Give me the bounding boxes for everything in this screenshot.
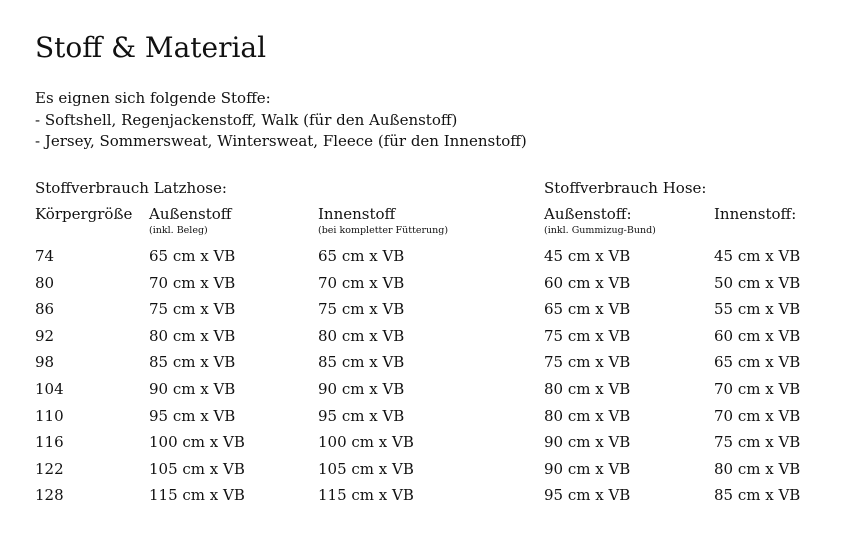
cell-hose-outer: 90 cm x VB bbox=[544, 433, 631, 452]
cell-size: 92 bbox=[35, 326, 55, 345]
cell-size: 122 bbox=[35, 459, 64, 478]
cell-latzhose-inner: 70 cm x VB bbox=[318, 273, 405, 292]
intro-line: Es eignen sich folgende Stoffe: bbox=[35, 89, 271, 107]
cell-hose-inner: 45 cm x VB bbox=[714, 247, 801, 265]
cell-hose-inner: 75 cm x VB bbox=[714, 433, 801, 452]
cell-hose-inner: 70 cm x VB bbox=[714, 380, 801, 398]
cell-latzhose-inner: 85 cm x VB bbox=[318, 353, 405, 372]
cell-size: 116 bbox=[35, 433, 64, 452]
cell-latzhose-outer: 75 cm x VB bbox=[149, 300, 236, 319]
cell-size: 98 bbox=[35, 353, 55, 372]
cell-size: 80 bbox=[35, 273, 55, 292]
cell-latzhose-outer: 95 cm x VB bbox=[149, 406, 236, 425]
header-latzhose-outer-note: (inkl. Beleg) bbox=[149, 225, 208, 236]
intro-text bbox=[35, 88, 527, 153]
header-hose-outer-note: (inkl. Gummizug-Bund) bbox=[544, 225, 656, 236]
cell-hose-inner: 50 cm x VB bbox=[714, 273, 801, 292]
cell-latzhose-outer: 70 cm x VB bbox=[149, 273, 236, 292]
cell-hose-inner: 55 cm x VB bbox=[714, 300, 801, 319]
page-title: Stoff & Material bbox=[35, 31, 267, 64]
latzhose-section-label: Stoffverbrauch Latzhose: bbox=[35, 179, 227, 197]
cell-latzhose-outer: 90 cm x VB bbox=[149, 380, 236, 398]
cell-hose-outer: 75 cm x VB bbox=[544, 353, 631, 372]
header-hose-outer: Außenstoff: bbox=[544, 205, 632, 223]
cell-hose-inner: 85 cm x VB bbox=[714, 486, 801, 505]
cell-hose-outer: 45 cm x VB bbox=[544, 247, 631, 265]
cell-latzhose-outer: 100 cm x VB bbox=[149, 433, 245, 452]
cell-latzhose-inner: 105 cm x VB bbox=[318, 459, 414, 478]
cell-latzhose-inner: 95 cm x VB bbox=[318, 406, 405, 425]
cell-size: 104 bbox=[35, 380, 64, 398]
cell-latzhose-outer: 80 cm x VB bbox=[149, 326, 236, 345]
cell-latzhose-outer: 115 cm x VB bbox=[149, 486, 245, 505]
cell-hose-outer: 80 cm x VB bbox=[544, 406, 631, 425]
cell-hose-outer: 80 cm x VB bbox=[544, 380, 631, 398]
cell-latzhose-outer: 105 cm x VB bbox=[149, 459, 245, 478]
cell-size: 74 bbox=[35, 247, 55, 265]
header-hose-inner: Innenstoff: bbox=[714, 205, 797, 223]
cell-latzhose-inner: 90 cm x VB bbox=[318, 380, 405, 398]
header-latzhose-inner: Innenstoff bbox=[318, 205, 396, 223]
hose-section-label: Stoffverbrauch Hose: bbox=[544, 179, 707, 197]
header-size: Körpergröße bbox=[35, 205, 133, 223]
cell-hose-outer: 65 cm x VB bbox=[544, 300, 631, 319]
cell-hose-inner: 65 cm x VB bbox=[714, 353, 801, 372]
cell-hose-outer: 75 cm x VB bbox=[544, 326, 631, 345]
cell-latzhose-inner: 75 cm x VB bbox=[318, 300, 405, 319]
header-latzhose-inner-note: (bei kompletter Fütterung) bbox=[318, 225, 449, 236]
cell-hose-outer: 90 cm x VB bbox=[544, 459, 631, 478]
cell-size: 86 bbox=[35, 300, 55, 319]
cell-latzhose-inner: 80 cm x VB bbox=[318, 326, 405, 345]
cell-latzhose-outer: 85 cm x VB bbox=[149, 353, 236, 372]
intro-line: - Jersey, Sommersweat, Wintersweat, Fleece (für den Innenstoff) bbox=[35, 132, 527, 150]
intro-line: - Softshell, Regenjackenstoff, Walk (für den Außenstoff) bbox=[35, 110, 458, 129]
cell-hose-inner: 70 cm x VB bbox=[714, 406, 801, 425]
header-latzhose-outer: Außenstoff bbox=[149, 205, 232, 223]
cell-size: 110 bbox=[35, 406, 64, 425]
cell-hose-outer: 95 cm x VB bbox=[544, 486, 631, 505]
cell-size: 128 bbox=[35, 486, 64, 505]
cell-latzhose-inner: 65 cm x VB bbox=[318, 247, 405, 265]
cell-hose-inner: 80 cm x VB bbox=[714, 459, 801, 478]
cell-latzhose-outer: 65 cm x VB bbox=[149, 247, 236, 265]
cell-hose-outer: 60 cm x VB bbox=[544, 273, 631, 292]
cell-hose-inner: 60 cm x VB bbox=[714, 326, 801, 345]
cell-latzhose-inner: 115 cm x VB bbox=[318, 486, 414, 505]
cell-latzhose-inner: 100 cm x VB bbox=[318, 433, 414, 452]
